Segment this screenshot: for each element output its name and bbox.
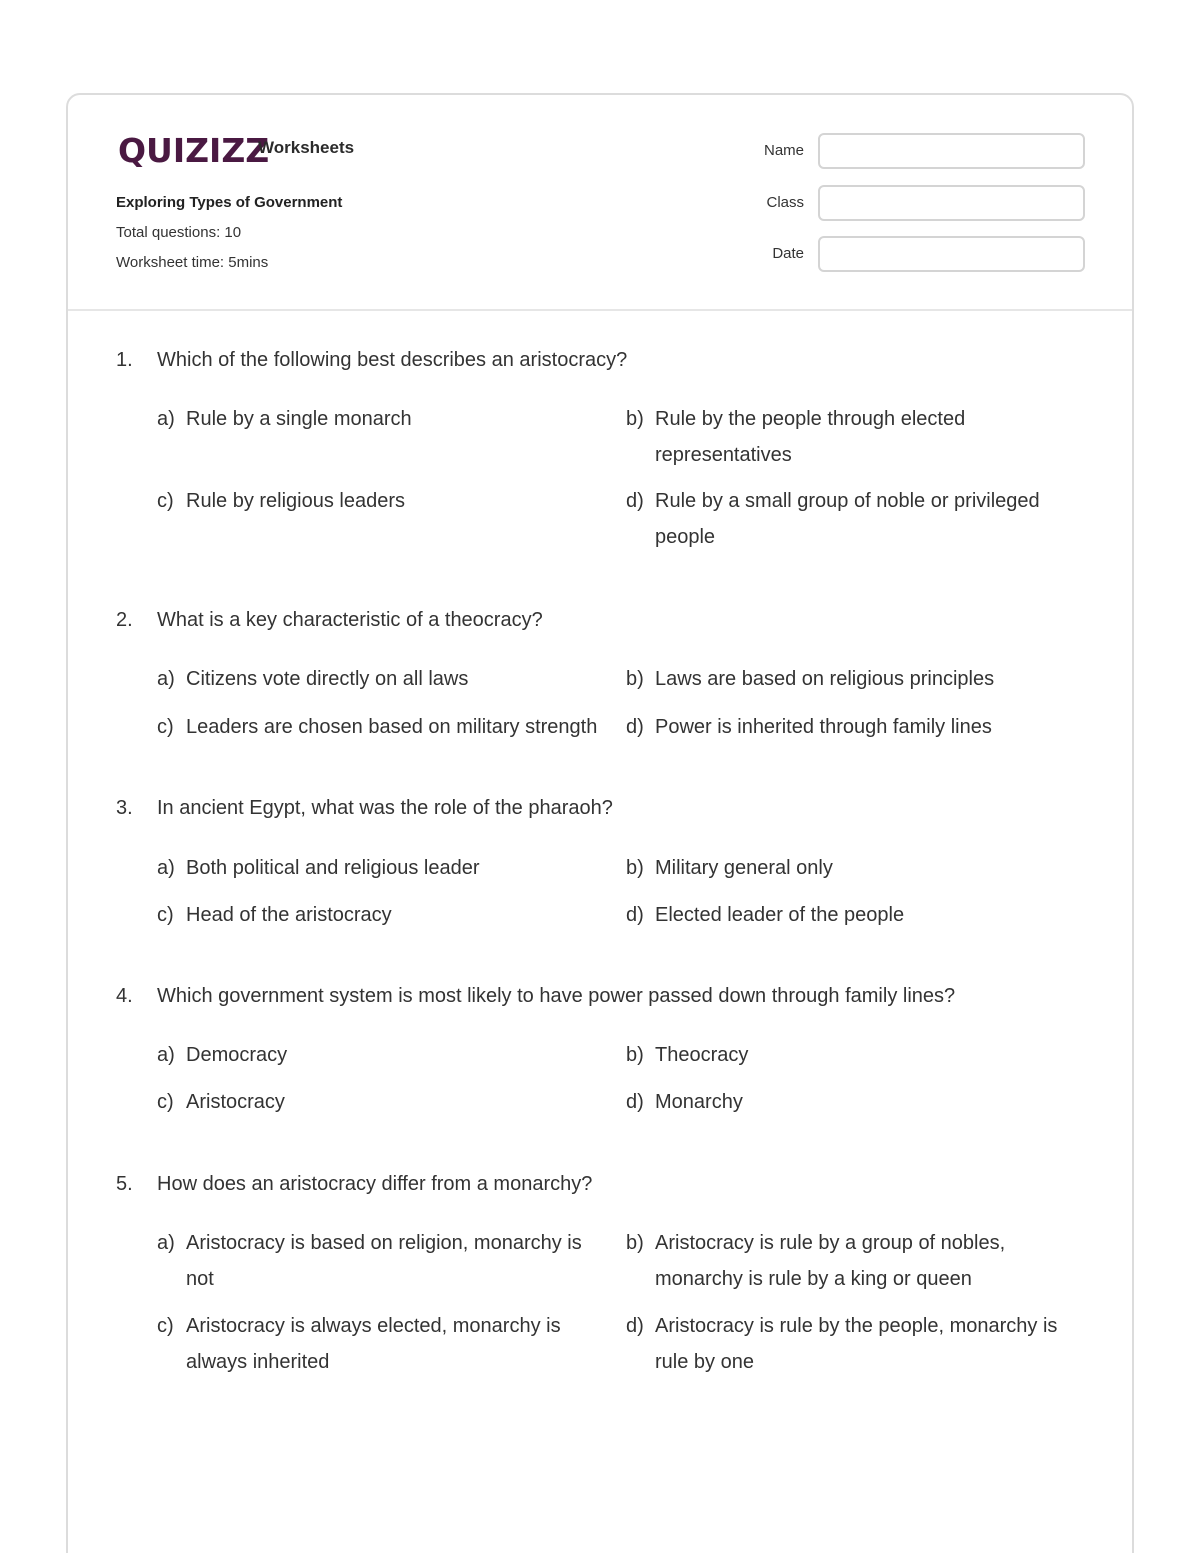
option-text: Rule by a single monarch bbox=[186, 408, 412, 430]
option-text: Aristocracy is rule by the people, monarchy is rule by one bbox=[655, 1315, 1058, 1373]
option-text: Aristocracy is rule by a group of nobles, monarchy is rule by a king or queen bbox=[655, 1232, 1006, 1290]
question-text: Which of the following best describes an aristocracy? bbox=[157, 349, 628, 371]
option-text: Rule by religious leaders bbox=[186, 490, 406, 512]
option-letter: a) bbox=[157, 1044, 175, 1066]
option-letter: c) bbox=[157, 1315, 174, 1337]
option-text: Theocracy bbox=[655, 1044, 749, 1066]
option-letter: d) bbox=[626, 490, 644, 512]
option-text: Military general only bbox=[655, 857, 833, 879]
worksheet-card bbox=[66, 93, 1134, 1553]
name-field[interactable] bbox=[818, 133, 1085, 169]
option-text: Power is inherited through family lines bbox=[655, 716, 992, 738]
option-letter: b) bbox=[626, 408, 644, 430]
option-letter: c) bbox=[157, 904, 174, 926]
option-text: Aristocracy is always elected, monarchy is always inherited bbox=[186, 1315, 561, 1373]
question-number: 3. bbox=[116, 797, 133, 819]
option-text: Elected leader of the people bbox=[655, 904, 905, 926]
total-questions: Total questions: 10 bbox=[116, 224, 242, 241]
option-text: Monarchy bbox=[655, 1091, 743, 1113]
option-text: Leaders are chosen based on military strength bbox=[186, 716, 598, 738]
question-number: 1. bbox=[116, 349, 133, 371]
option-letter: a) bbox=[157, 1232, 175, 1254]
question-text: How does an aristocracy differ from a monarchy? bbox=[157, 1173, 593, 1195]
logo-subtitle: Worksheets bbox=[258, 138, 355, 157]
class-field[interactable] bbox=[818, 185, 1085, 221]
option-text: Rule by the people through elected representatives bbox=[655, 408, 966, 466]
option-letter: b) bbox=[626, 668, 644, 690]
option-letter: d) bbox=[626, 716, 644, 738]
option-text: Citizens vote directly on all laws bbox=[186, 668, 469, 690]
question-number: 2. bbox=[116, 609, 133, 631]
quizizz-logo: QUIZIZZ bbox=[118, 131, 270, 170]
option-text: Laws are based on religious principles bbox=[655, 668, 995, 690]
option-letter: c) bbox=[157, 490, 174, 512]
question-number: 5. bbox=[116, 1173, 133, 1195]
option-letter: d) bbox=[626, 1091, 644, 1113]
option-letter: d) bbox=[626, 1315, 644, 1337]
option-letter: a) bbox=[157, 857, 175, 879]
question-text: What is a key characteristic of a theocracy? bbox=[157, 609, 543, 631]
option-letter: b) bbox=[626, 857, 644, 879]
class-label: Class bbox=[766, 194, 804, 211]
option-letter: c) bbox=[157, 1091, 174, 1113]
option-letter: a) bbox=[157, 408, 175, 430]
date-label: Date bbox=[772, 245, 804, 262]
option-text: Both political and religious leader bbox=[186, 857, 480, 879]
worksheet-title: Exploring Types of Government bbox=[116, 194, 343, 211]
option-letter: c) bbox=[157, 716, 174, 738]
date-field[interactable] bbox=[818, 236, 1085, 272]
question-text: Which government system is most likely to have power passed down through family lines? bbox=[157, 985, 956, 1007]
name-label: Name bbox=[763, 142, 804, 159]
option-letter: b) bbox=[626, 1044, 644, 1066]
question-number: 4. bbox=[116, 985, 133, 1007]
option-text: Aristocracy is based on religion, monarchy is not bbox=[186, 1232, 582, 1290]
option-text: Rule by a small group of noble or privileged people bbox=[655, 490, 1040, 548]
worksheet-time: Worksheet time: 5mins bbox=[116, 254, 269, 271]
option-text: Democracy bbox=[186, 1044, 288, 1066]
option-text: Head of the aristocracy bbox=[186, 904, 392, 926]
option-text: Aristocracy bbox=[186, 1091, 285, 1113]
question-text: In ancient Egypt, what was the role of the pharaoh? bbox=[157, 797, 613, 819]
option-letter: d) bbox=[626, 904, 644, 926]
worksheet-header bbox=[68, 95, 1132, 311]
option-letter: b) bbox=[626, 1232, 644, 1254]
option-letter: a) bbox=[157, 668, 175, 690]
